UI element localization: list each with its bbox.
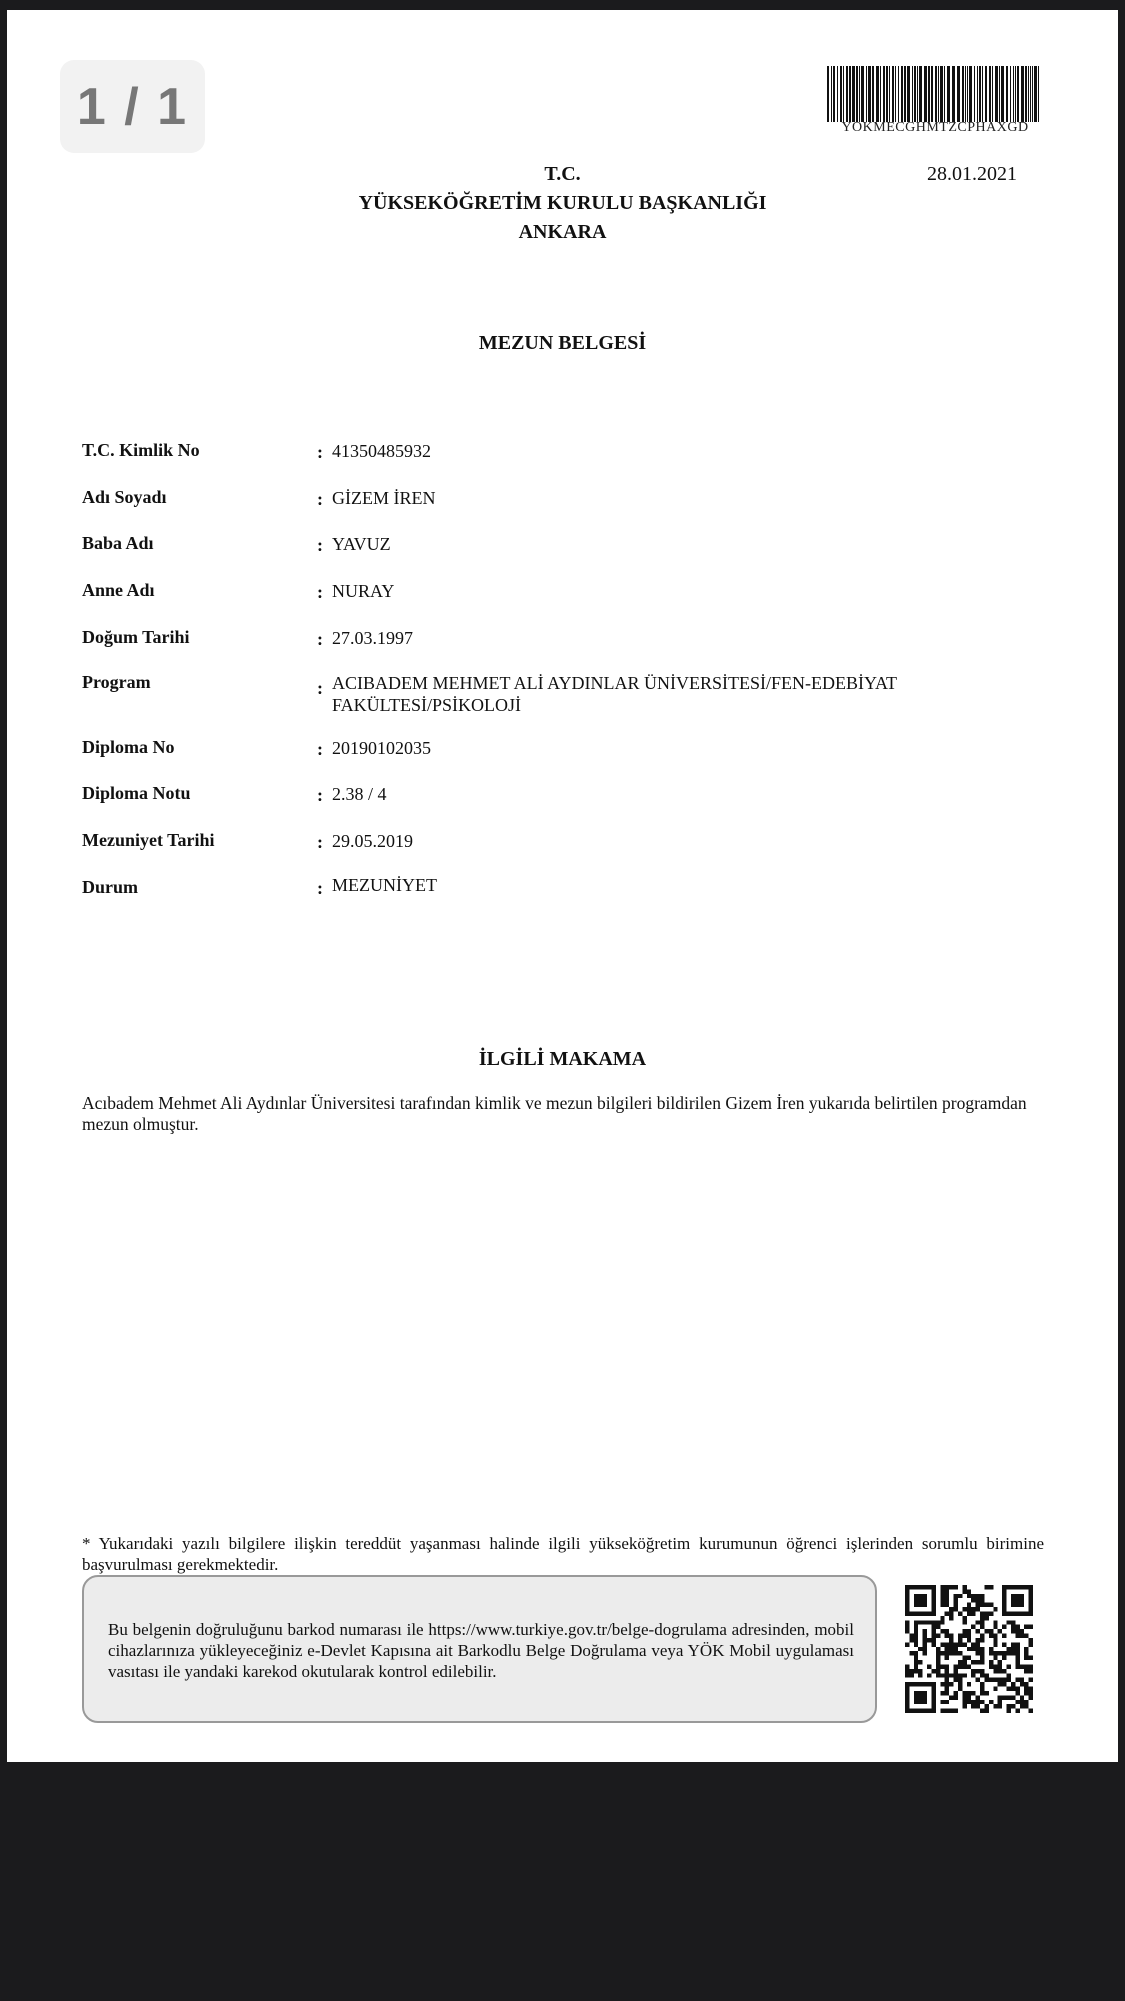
field-colon: : bbox=[317, 629, 323, 649]
field-label: Adı Soyadı bbox=[82, 487, 167, 507]
field-label: Mezuniyet Tarihi bbox=[82, 830, 215, 850]
header-line-3: ANKARA bbox=[518, 221, 607, 243]
field-colon: : bbox=[317, 582, 323, 602]
barcode-code: YOKMECGHMTZCPHAXGD bbox=[841, 120, 1029, 135]
field-value: YAVUZ bbox=[332, 534, 391, 554]
field-value: 2.38 / 4 bbox=[332, 784, 387, 804]
field-value: 27.03.1997 bbox=[332, 628, 413, 648]
field-value: ACIBADEM MEHMET ALİ AYDINLAR ÜNİVERSİTESİ/FEN-EDEBİYAT FAKÜLTESİ/PSİKOLOJİ bbox=[332, 673, 897, 715]
field-colon: : bbox=[317, 535, 323, 555]
field-colon: : bbox=[317, 489, 323, 509]
statement-text: Acıbadem Mehmet Ali Aydınlar Üniversitesi tarafından kimlik ve mezun bilgileri bildirilen Gizem İren yukarıda belirtilen programdan mezun olmuştur. bbox=[82, 1093, 1027, 1134]
field-label: Doğum Tarihi bbox=[82, 627, 190, 647]
field-label: Program bbox=[82, 672, 151, 692]
document-date: 28.01.2021 bbox=[927, 163, 1017, 185]
field-value: 41350485932 bbox=[332, 441, 431, 461]
page-indicator: 1 / 1 bbox=[60, 60, 205, 153]
field-colon: : bbox=[317, 678, 323, 698]
field-colon: : bbox=[317, 785, 323, 805]
document-title: MEZUN BELGESİ bbox=[478, 332, 647, 354]
verification-text: Bu belgenin doğruluğunu barkod numarası ile https://www.turkiye.gov.tr/belge-dogrulama adresinden, mobil cihazlarınıza yükleyeceğiniz e-Devlet Kapısına ait Barkodlu Belge Doğrulama veya YÖK Mobil uygulaması vasıtası ile yandaki karekod okutularak kontrol edilebilir. bbox=[108, 1620, 854, 1681]
field-colon: : bbox=[317, 739, 323, 759]
issuer-header bbox=[7, 160, 1118, 247]
field-value: MEZUNİYET bbox=[332, 875, 437, 895]
field-label: Diploma Notu bbox=[82, 783, 191, 803]
header-line-2: YÜKSEKÖĞRETİM KURULU BAŞKANLIĞI bbox=[358, 192, 767, 214]
field-value: GİZEM İREN bbox=[332, 488, 436, 508]
verification-box bbox=[82, 1575, 877, 1723]
field-label: Baba Adı bbox=[82, 533, 154, 553]
document-page bbox=[7, 10, 1118, 1762]
footnote-text: * Yukarıdaki yazılı bilgilere ilişkin tereddüt yaşanması halinde ilgili yükseköğretim kurumunun öğrenci işlerinden sorumlu birimine başvurulması gerekmektedir. bbox=[82, 1534, 1044, 1574]
field-label: Diploma No bbox=[82, 737, 175, 757]
field-label: Anne Adı bbox=[82, 580, 155, 600]
field-label: T.C. Kimlik No bbox=[82, 440, 200, 460]
field-value: 20190102035 bbox=[332, 738, 431, 758]
field-colon: : bbox=[317, 442, 323, 462]
field-colon: : bbox=[317, 878, 323, 898]
header-line-1: T.C. bbox=[544, 163, 581, 185]
section-title: İLGİLİ MAKAMA bbox=[478, 1048, 647, 1070]
field-value: NURAY bbox=[332, 581, 395, 601]
barcode-icon bbox=[827, 66, 1042, 122]
qr-code-icon bbox=[905, 1585, 1033, 1713]
field-label: Durum bbox=[82, 877, 139, 897]
field-value: 29.05.2019 bbox=[332, 831, 413, 851]
viewer-top-bar bbox=[0, 0, 1125, 10]
field-colon: : bbox=[317, 832, 323, 852]
